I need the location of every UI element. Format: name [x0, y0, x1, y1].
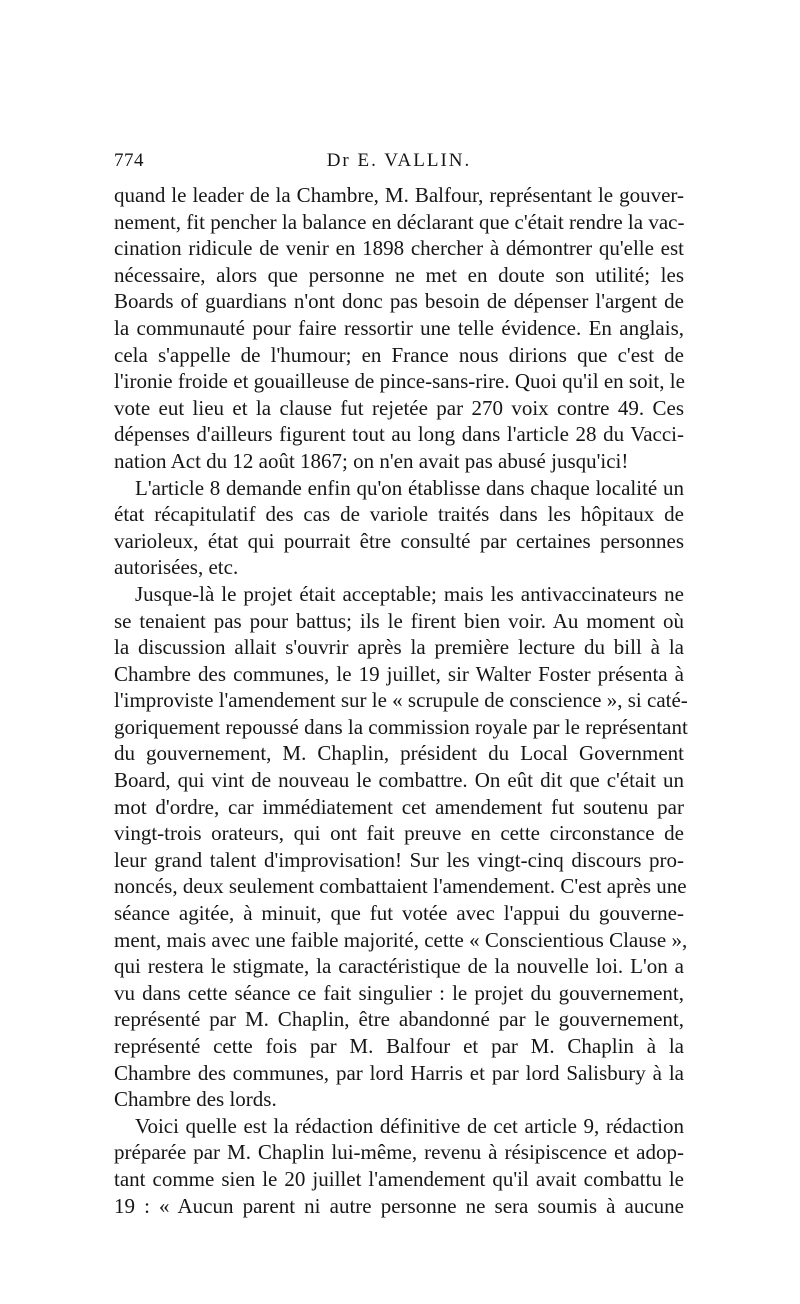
text-line: Board, qui vint de nouveau le combattre. On eût dit que c'était un [114, 768, 684, 793]
text-line: varioleux, état qui pourrait être consulté par certaines personnes [114, 528, 684, 553]
text-line: représenté cette fois par M. Balfour et par M. Chaplin à la [114, 1034, 684, 1058]
text-line: cela s'appelle de l'humour; en France nous dirions que c'est de [114, 342, 684, 367]
body-text [114, 182, 688, 1219]
text-line: goriquement repoussé dans la commission royale par le représentant [114, 714, 688, 739]
text-line: tant comme sien le 20 juillet l'amendement qu'il avait combattu le [114, 1166, 684, 1191]
text-line: nation Act du 12 août 1867; on n'en avait pas abusé jusqu'ici! [114, 448, 629, 473]
text-line: représenté par M. Chaplin, être abandonné par le gouvernement, [114, 1007, 684, 1032]
running-head: Dr E. VALLIN. [326, 150, 472, 171]
text-line: Boards of guardians n'ont donc pas besoin de dépenser l'argent de [114, 289, 684, 314]
text-line: noncés, deux seulement combattaient l'amendement. C'est après une [114, 874, 687, 899]
text-line: Chambre des communes, par lord Harris et par lord Salisbury à la [114, 1060, 684, 1085]
text-line: Chambre des lords. [114, 1087, 277, 1112]
text-line: leur grand talent d'improvisation! Sur les vingt-cinq discours pro- [114, 847, 684, 872]
text-line: L'article 8 demande enfin qu'on établisse dans chaque localité un [135, 475, 684, 500]
text-line: état récapitulatif des cas de variole traités dans les hôpitaux de [114, 502, 684, 527]
text-line: ment, mais avec une faible majorité, cette « Conscientious Clause », [114, 927, 688, 952]
page-header [114, 150, 684, 176]
text-line: vingt-trois orateurs, qui ont fait preuve en cette circonstance de [114, 821, 684, 846]
text-line: autorisées, etc. [114, 555, 239, 580]
text-line: du gouvernement, M. Chaplin, président du Local Government [114, 741, 684, 766]
text-line: Voici quelle est la rédaction définitive de cet article 9, rédaction [135, 1113, 684, 1138]
text-line: quand le leader de la Chambre, M. Balfour, représentant le gouver- [114, 183, 684, 207]
text-line: nement, fit pencher la balance en déclarant que c'était rendre la vac- [114, 209, 685, 234]
page-number: 774 [114, 150, 144, 171]
text-line: Chambre des communes, le 19 juillet, sir Walter Foster présenta à [114, 661, 684, 686]
text-line: vu dans cette séance ce fait singulier : le projet du gouvernement, [114, 980, 684, 1005]
text-line: vote eut lieu et la clause fut rejetée par 270 voix contre 49. Ces [114, 395, 684, 420]
text-line: 19 : « Aucun parent ni autre personne ne sera soumis à aucune [114, 1193, 684, 1218]
text-line: cination ridicule de venir en 1898 chercher à démontrer qu'elle est [114, 236, 684, 261]
text-line: mot d'ordre, car immédiatement cet amendement fut soutenu par [114, 794, 684, 819]
text-line: la communauté pour faire ressortir une telle évidence. En anglais, [114, 315, 684, 340]
text-line: qui restera le stigmate, la caractéristique de la nouvelle loi. L'on a [114, 954, 684, 979]
text-line: se tenaient pas pour battus; ils le firent bien voir. Au moment où [114, 608, 684, 633]
text-line: séance agitée, à minuit, que fut votée avec l'appui du gouverne- [114, 901, 684, 926]
text-line: préparée par M. Chaplin lui-même, revenu à résipiscence et adop- [114, 1140, 684, 1165]
text-line: nécessaire, alors que personne ne met en doute son utilité; les [114, 262, 684, 287]
text-line: l'ironie froide et gouailleuse de pince-sans-rire. Quoi qu'il en soit, le [114, 369, 685, 394]
text-line: l'improviste l'amendement sur le « scrupule de conscience », si caté- [114, 688, 688, 713]
text-line: dépenses d'ailleurs figurent tout au long dans l'article 28 du Vacci- [114, 422, 684, 447]
text-line: Jusque-là le projet était acceptable; mais les antivaccinateurs ne [135, 581, 684, 606]
text-line: la discussion allait s'ouvrir après la première lecture du bill à la [114, 635, 684, 660]
